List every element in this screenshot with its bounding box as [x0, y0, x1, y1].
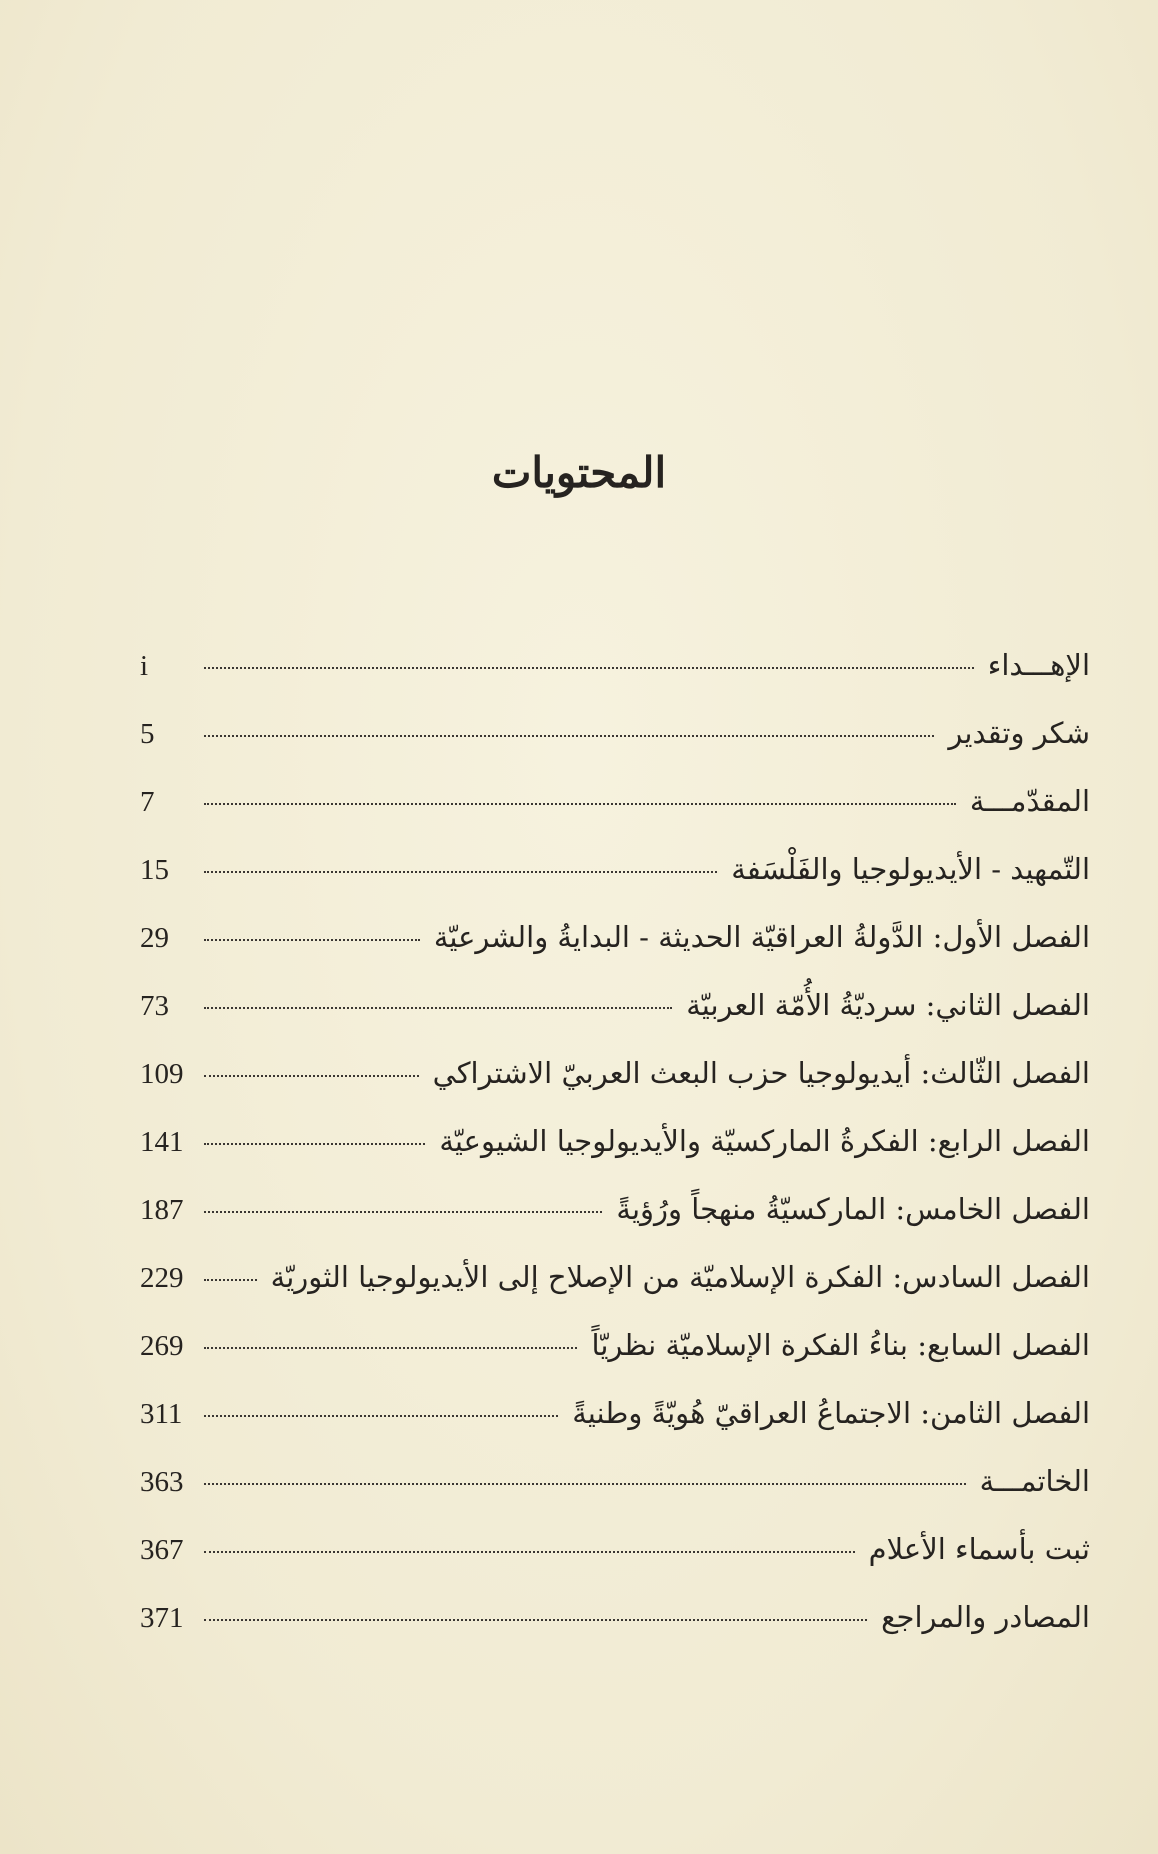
- dot-leader: [204, 1075, 419, 1077]
- dot-leader: [204, 1143, 425, 1145]
- toc-entry-title: التّمهيد - الأيديولوجيا والفَلْسَفة: [731, 852, 1090, 886]
- toc-entry-title: الفصل السادس: الفكرة الإسلاميّة من الإصلاح إلى الأيديولوجيا الثوريّة: [270, 1260, 1090, 1294]
- dot-leader: [204, 735, 934, 737]
- toc-entry: [140, 1600, 1090, 1668]
- toc-entry: [140, 1124, 1090, 1192]
- toc-entry-title: شكر وتقدير: [948, 716, 1090, 750]
- toc-entry-title: الفصل الرابع: الفكرةُ الماركسيّة والأيديولوجيا الشيوعيّة: [439, 1124, 1090, 1158]
- toc-page-number: 109: [140, 1058, 184, 1090]
- toc-entry: [140, 1328, 1090, 1396]
- toc-entry-title: الفصل الثامن: الاجتماعُ العراقيّ هُويّةً وطنيةً: [572, 1396, 1090, 1430]
- toc-entry: [140, 1396, 1090, 1464]
- toc-entry-title: الفصل الثّالث: أيديولوجيا حزب البعث العربيّ الاشتراكي: [432, 1056, 1090, 1090]
- dot-leader: [204, 803, 956, 805]
- dot-leader: [204, 667, 974, 669]
- toc-entry: [140, 988, 1090, 1056]
- toc-page-number: 229: [140, 1262, 184, 1294]
- dot-leader: [204, 1483, 966, 1485]
- toc-entry-title: الفصل الأول: الدَّولةُ العراقيّة الحديثة - البدايةُ والشرعيّة: [433, 920, 1090, 954]
- toc-entry: [140, 648, 1090, 716]
- toc-entry: [140, 1056, 1090, 1124]
- toc-page-number: 311: [140, 1398, 183, 1430]
- dot-leader: [204, 1007, 672, 1009]
- toc-page-number: 5: [140, 718, 155, 750]
- toc-page-number: i: [140, 650, 149, 682]
- toc-page-number: 15: [140, 854, 169, 886]
- toc-entry-title: المصادر والمراجع: [881, 1600, 1090, 1634]
- toc-entry-title: الفصل الخامس: الماركسيّةُ منهجاً ورُؤيةً: [616, 1192, 1090, 1226]
- toc-page-number: 371: [140, 1602, 184, 1634]
- dot-leader: [204, 871, 717, 873]
- table-of-contents: [140, 648, 1090, 1668]
- toc-entry: [140, 920, 1090, 988]
- toc-page-number: 269: [140, 1330, 184, 1362]
- dot-leader: [204, 1347, 577, 1349]
- dot-leader: [204, 1279, 257, 1281]
- toc-entry: [140, 1192, 1090, 1260]
- toc-entry-title: المقدّمـــة: [969, 784, 1090, 818]
- toc-entry: [140, 1260, 1090, 1328]
- toc-page-number: 363: [140, 1466, 184, 1498]
- toc-page-number: 7: [140, 786, 155, 818]
- toc-entry: [140, 1532, 1090, 1600]
- page-title: المحتويات: [491, 448, 667, 498]
- toc-entry: [140, 716, 1090, 784]
- dot-leader: [204, 1211, 602, 1213]
- toc-entry-title: الفصل الثاني: سرديّةُ الأُمّة العربيّة: [686, 988, 1090, 1022]
- toc-page-number: 73: [140, 990, 169, 1022]
- toc-page-number: 187: [140, 1194, 184, 1226]
- toc-page-number: 141: [140, 1126, 184, 1158]
- toc-entry: [140, 852, 1090, 920]
- dot-leader: [204, 1415, 558, 1417]
- toc-entry-title: الإهـــداء: [987, 648, 1090, 682]
- toc-entry: [140, 1464, 1090, 1532]
- dot-leader: [204, 1551, 855, 1553]
- toc-entry: [140, 784, 1090, 852]
- toc-entry-title: الفصل السابع: بناءُ الفكرة الإسلاميّة نظريّاً: [591, 1328, 1090, 1362]
- toc-entry-title: الخاتمـــة: [979, 1464, 1090, 1498]
- toc-page-number: 367: [140, 1534, 184, 1566]
- dot-leader: [204, 939, 420, 941]
- toc-entry-title: ثبت بأسماء الأعلام: [868, 1532, 1090, 1566]
- toc-page-number: 29: [140, 922, 169, 954]
- dot-leader: [204, 1619, 867, 1621]
